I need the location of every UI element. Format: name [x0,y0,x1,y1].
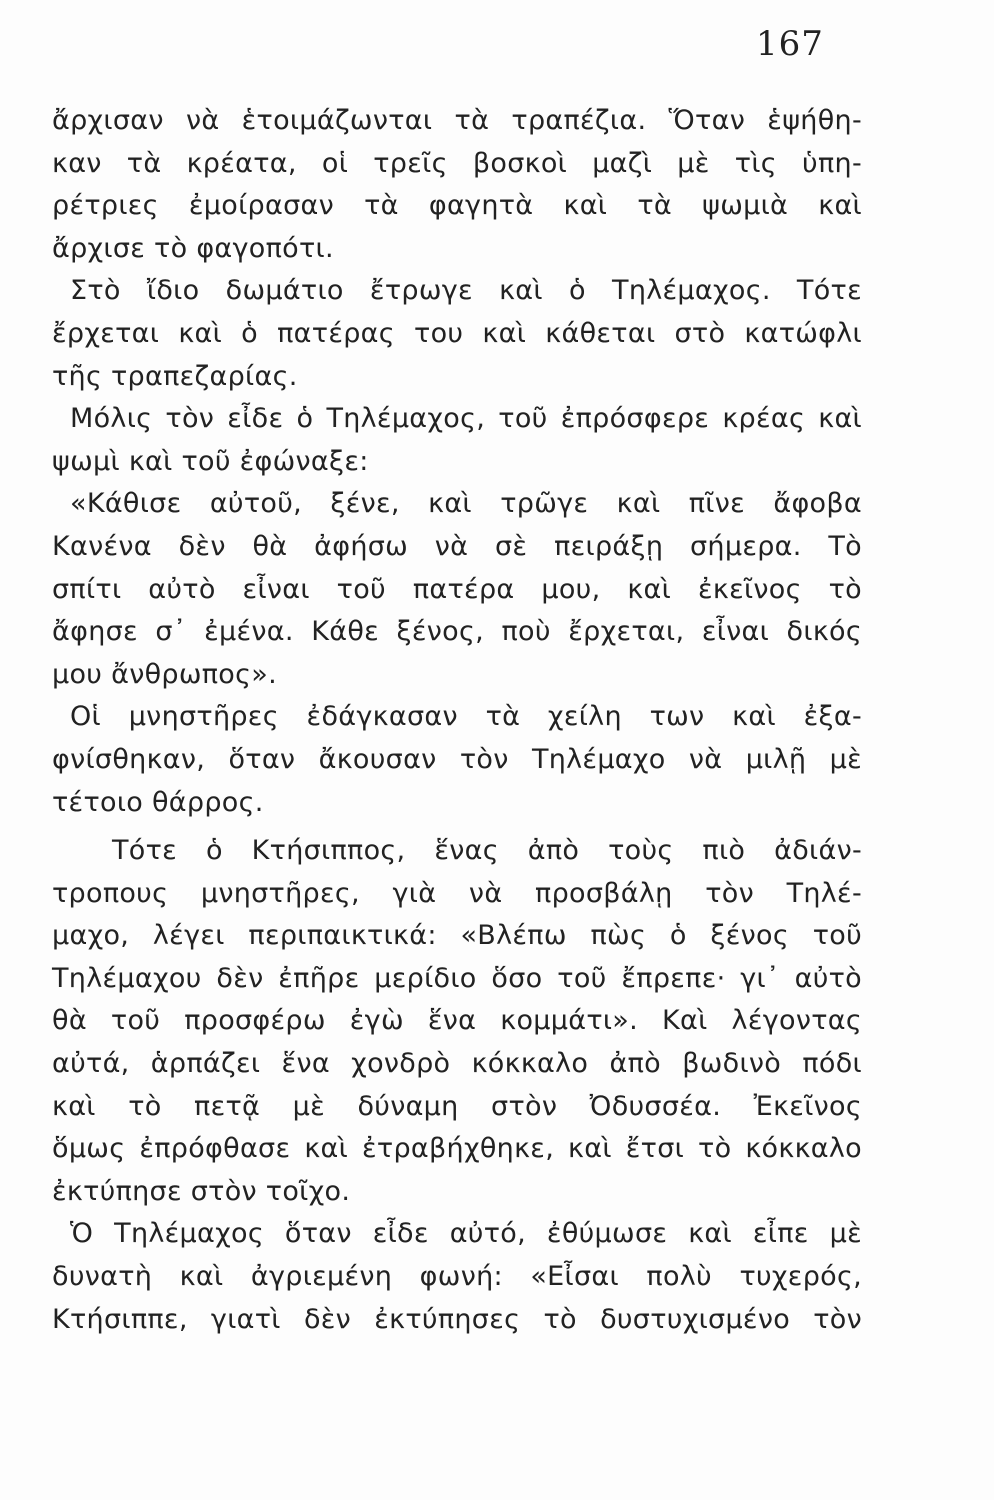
text-line: καν τὰ κρέατα, οἱ τρεῖς βοσκοὶ μαζὶ μὲ τὶς ὑπη- [52,147,862,179]
text-line: ἔρχεται καὶ ὁ πατέρας του καὶ κάθεται στὸ κατώφλι [52,317,862,349]
text-line: μαχο, λέγει περιπαικτικά: «Βλέπω πὼς ὁ ξένος τοῦ [52,920,862,952]
text-line: ἄφησε σ᾽ ἐμένα. Κάθε ξένος, ποὺ ἔρχεται, εἶναι δικός [52,616,862,648]
text-line: Οἱ μνηστῆρες ἐδάγκασαν τὰ χείλη των καὶ ἐξα- [70,701,862,733]
text-line: Κανένα δὲν θὰ ἀφήσω νὰ σὲ πειράξῃ σήμερα. Τὸ [52,530,862,562]
text-line: αὐτά, ἁρπάζει ἕνα χονδρὸ κόκκαλο ἀπὸ βωδινὸ πόδι [52,1048,862,1080]
text-line: Τηλέμαχου δὲν ἐπῆρε μερίδιο ὅσο τοῦ ἔπρεπε· γι᾽ αὐτὸ [52,962,862,994]
text-line: Στὸ ἴδιο δωμάτιο ἔτρωγε καὶ ὁ Τηλέμαχος. Τότε [70,275,862,307]
text-line: σπίτι αὐτὸ εἶναι τοῦ πατέρα μου, καὶ ἐκεῖνος τὸ [52,573,862,605]
text-line: μου ἄνθρωπος». [52,658,277,690]
text-line: τέτοιο θάρρος. [52,786,264,818]
text-line: Ὁ Τηλέμαχος ὅταν εἶδε αὐτό, ἐθύμωσε καὶ εἶπε μὲ [70,1218,862,1250]
text-line: ψωμὶ καὶ τοῦ ἐφώναξε: [52,445,369,477]
text-line: Τότε ὁ Κτήσιππος, ἕνας ἀπὸ τοὺς πιὸ ἀδιάν- [112,835,862,867]
text-line: ἄρχισε τὸ φαγοπότι. [52,232,334,264]
text-line: Κτήσιππε, γιατὶ δὲν ἐκτύπησες τὸ δυστυχισμένο τὸν [52,1303,862,1335]
text-line: καὶ τὸ πετᾷ μὲ δύναμη στὸν Ὀδυσσέα. Ἐκεῖνος [52,1090,862,1122]
text-line: «Κάθισε αὐτοῦ, ξένε, καὶ τρῶγε καὶ πῖνε ἄφοβα [70,488,862,520]
text-line: δυνατὴ καὶ ἀγριεμένη φωνή: «Εἶσαι πολὺ τυχερός, [52,1261,862,1293]
text-line: τροπους μνηστῆρες, γιὰ νὰ προσβάλῃ τὸν Τηλέ- [52,877,862,909]
text-line: ἄρχισαν νὰ ἑτοιμάζωνται τὰ τραπέζια. Ὅταν ἑψήθη- [52,105,862,136]
body-text [52,100,862,1341]
text-line: Μόλις τὸν εἶδε ὁ Τηλέμαχος, τοῦ ἐπρόσφερε κρέας καὶ [70,403,862,435]
text-line: θὰ τοῦ προσφέρω ἐγὼ ἕνα κομμάτι». Καὶ λέγοντας [52,1005,862,1037]
text-line: τῆς τραπεζαρίας. [52,360,298,392]
text-line: φνίσθηκαν, ὅταν ἄκουσαν τὸν Τηλέμαχο νὰ μιλῇ μὲ [52,743,862,775]
text-line: ὅμως ἐπρόφθασε καὶ ἐτραβήχθηκε, καὶ ἔτσι τὸ κόκκαλο [52,1133,862,1165]
text-line: ρέτριες ἐμοίρασαν τὰ φαγητὰ καὶ τὰ ψωμιὰ καὶ [52,190,862,222]
page-number: 167 [756,24,824,64]
text-line: ἐκτύπησε στὸν τοῖχο. [52,1175,351,1207]
